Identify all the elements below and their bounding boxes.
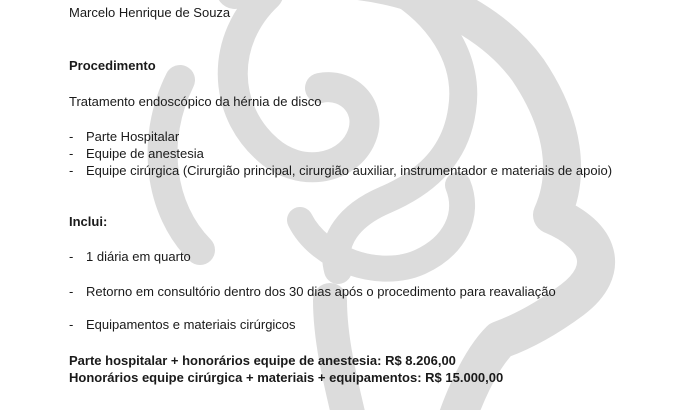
procedure-item-surgical-team: Equipe cirúrgica (Cirurgião principal, cirurgião auxiliar, instrumentador e materiais de apoio) bbox=[86, 163, 613, 178]
bullet-dash: - bbox=[69, 163, 74, 178]
total-hospital-anesthesia: Parte hospitalar + honorários equipe de anestesia: R$ 8.206,00 bbox=[69, 353, 456, 368]
bullet-dash: - bbox=[69, 317, 74, 332]
bullet-dash: - bbox=[69, 249, 74, 264]
bullet-dash: - bbox=[69, 146, 74, 161]
patient-name: Marcelo Henrique de Souza bbox=[69, 5, 231, 20]
procedure-item-hospital: Parte Hospitalar bbox=[86, 129, 180, 144]
includes-item-followup: Retorno em consultório dentro dos 30 dias após o procedimento para reavaliação bbox=[86, 284, 556, 299]
procedure-heading: Procedimento bbox=[69, 58, 156, 73]
procedure-description: Tratamento endoscópico da hérnia de disco bbox=[69, 94, 322, 109]
bullet-dash: - bbox=[69, 129, 74, 144]
bullet-dash: - bbox=[69, 284, 74, 299]
includes-heading: Inclui: bbox=[69, 214, 108, 229]
includes-item-equipment: Equipamentos e materiais cirúrgicos bbox=[86, 317, 296, 332]
procedure-item-anesthesia: Equipe de anestesia bbox=[86, 146, 204, 161]
includes-item-room: 1 diária em quarto bbox=[86, 249, 191, 264]
total-surgical-materials: Honorários equipe cirúrgica + materiais + equipamentos: R$ 15.000,00 bbox=[69, 370, 504, 385]
